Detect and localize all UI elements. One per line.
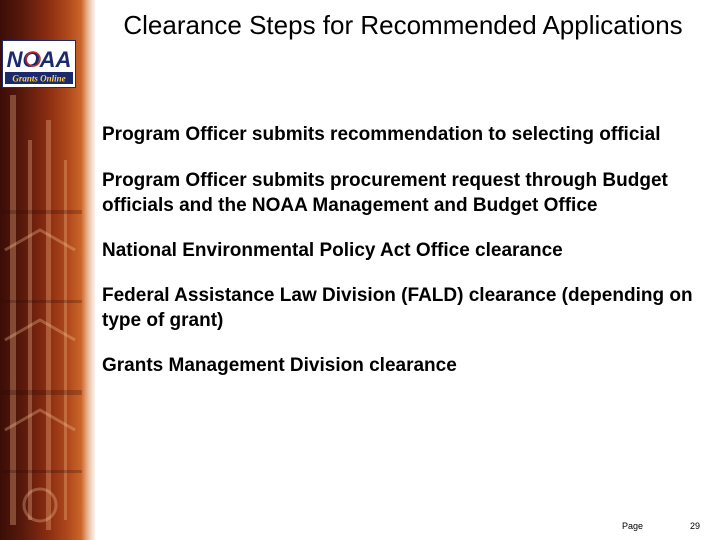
list-item: Grants Management Division clearance — [102, 355, 457, 376]
footer-page-number: 29 — [690, 521, 701, 531]
clearance-steps-list — [102, 122, 702, 378]
list-item: Program Officer submits recommendation to selecting official — [102, 124, 661, 145]
sidebar-fade — [81, 0, 95, 540]
list-item: National Environmental Policy Act Office clearance — [102, 240, 563, 261]
footer-page-label: Page — [622, 521, 644, 531]
list-item: Program Officer submits procurement request through Budget officials and the NOAA Management and Budget Office — [102, 170, 668, 216]
slide-title: Clearance Steps for Recommended Applications — [123, 10, 683, 40]
noaa-grants-online-logo — [2, 40, 76, 88]
svg-text:Grants Online: Grants Online — [12, 73, 66, 84]
svg-text:NOAA: NOAA — [6, 47, 72, 72]
list-item: Federal Assistance Law Division (FALD) clearance (depending on type of grant) — [102, 285, 693, 331]
logo-icon — [3, 41, 75, 87]
